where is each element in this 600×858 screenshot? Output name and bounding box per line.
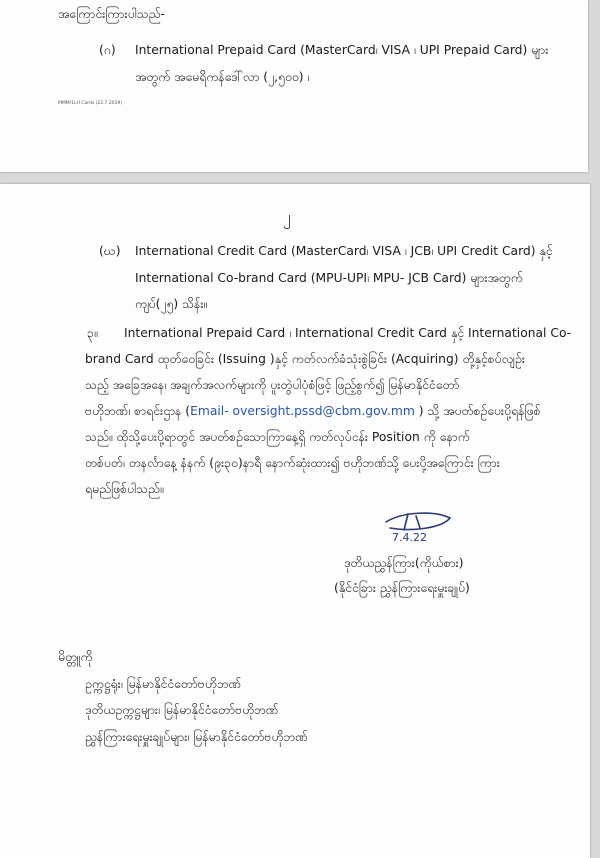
footer-reference: MMM/1LH Cards (22.7.2019) [58,101,123,106]
item-gha-line2: International Co-brand Card (MPU-UPI၊ MPU- JCB Card) များအတွက် [135,271,523,285]
item-ga-line2: အတွက် အမေရိကန်ဒေါ်လာ (၂,၅၀၀) ၊ [135,70,310,84]
item-gha-line1: International Credit Card (MasterCard၊ VISA ၊ JCB၊ UPI Credit Card) နှင့် [135,244,553,258]
paragraph-3-line7: ရမည်ဖြစ်ပါသည်။ [85,482,164,496]
paragraph-3-line6: တစ်ပတ်၊ တနင်္လာနေ့ နံနက် (၉း၃၀)နာရီ နောက်ဆုံးထား၍ ဗဟိုဘဏ်သို့ ပေးပို့အကြောင်း ကြား [85,456,500,470]
page-number: ၂ [283,207,291,226]
copy-to-2: ဒုတိယဥက္ကဋ္ဌများ၊ မြန်မာနိုင်ငံတော်ဗဟိုဘဏ် [85,703,279,717]
paragraph-3-line5: သည်။ ထိုသို့ပေးပို့ရာတွင် အပတ်စဉ်သောကြာနေ့ရှိ ကတ်လုပ်ငန်း Position ကို နောက် [85,430,470,444]
paragraph-3-line2: brand Card ထုတ်ဝေခြင်း (Issuing )နှင့် ကတ်လက်ခံသုံးစွဲခြင်း (Acquiring) တို့နှင့်စပ်လျဉ်း [85,352,525,366]
signer-organization: (နိုင်ငံခြား ညွှန်ကြားရေးမှူးချုပ်) [334,581,470,595]
item-gha-label: (ဃ) [99,244,121,258]
item-gha-line3: ကျပ်(၂၅) သိန်း။ [135,297,208,311]
paragraph-3-line4-start: ဗဟိုဘဏ်၊ စာရင်းဌာန ( [85,404,191,418]
item-ga-label: (ဂ) [99,43,116,57]
email-link[interactable]: Email- oversight.pssd@cbm.gov.mm [190,404,415,418]
paragraph-3-line4 [85,403,541,419]
copy-to-1: ဥက္ကဋ္ဌရုံး၊ မြန်မာနိုင်ငံတော်ဗဟိုဘဏ် [85,677,242,691]
signature-date: 7.4.22 [392,531,427,544]
document-page-2 [0,184,590,858]
intro-text-tail: အကြောင်းကြားပါသည်- [58,7,165,21]
paragraph-3-number: ၃။ [87,326,98,340]
paragraph-3-line4-end: ) သို့ အပတ်စဉ်ပေးပို့ရန်ဖြစ် [414,404,541,418]
item-ga-line1: International Prepaid Card (MasterCard၊ VISA ၊ UPI Prepaid Card) များ [135,43,549,57]
copy-to-3: ညွှန်ကြားရေးမှူးချုပ်များ၊ မြန်မာနိုင်ငံတော်ဗဟိုဘဏ် [85,730,308,744]
document-page-1 [0,0,588,172]
copy-to-label: မိတ္တူကို [58,650,93,664]
paragraph-3-line3: သည့် အခြေအနေ၊ အချက်အလက်များကို ပူးတွဲပါပုံစံဖြင့် ဖြည့်စွက်၍ မြန်မာနိုင်ငံတော် [85,378,460,392]
paragraph-3-line1: International Prepaid Card ၊ International Credit Card နှင့် International Co- [124,326,572,340]
signer-title: ဒုတိယညွှန်ကြား(ကိုယ်စား) [344,556,464,570]
